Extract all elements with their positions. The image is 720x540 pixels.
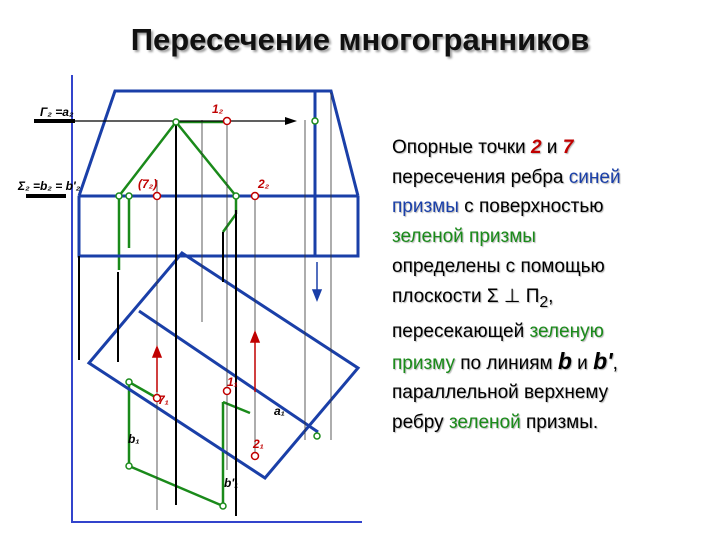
label-point-2-2: 2₂ [258, 177, 270, 191]
label-point-2-1: 2₁ [253, 437, 264, 451]
label-point-7-2: (7₂) [138, 177, 158, 191]
thin-link-lines [157, 93, 331, 510]
slide-title: Пересечение многогранников [130, 22, 590, 57]
drawing-frame [72, 75, 362, 522]
description-text: Опорные точки 2 и 7 пересечения ребра синей призмы с поверхностью зеленой призмы определены с помощью плоскости Σ ⊥ $П_2$, пересекающей зеленую призму по линиям b и b', параллельной верхнему ребру зеленой призмы. [392, 137, 621, 434]
label-point-1-2: 1₂ [212, 102, 224, 116]
label-a-1: a₁ [274, 404, 285, 418]
label-point-7-1: 7₁ [158, 393, 169, 407]
construction-lines [79, 124, 239, 516]
label-point-1-1: 1₁ [227, 375, 238, 389]
label-gamma: Г₂ =a₂ [40, 105, 74, 119]
label-sigma: Σ₂ =b₂ = b'₂ [18, 179, 81, 193]
label-b-1: b₁ [128, 432, 140, 446]
blue-arrow [313, 262, 321, 300]
label-b-prime-1: b'₁ [224, 476, 239, 490]
